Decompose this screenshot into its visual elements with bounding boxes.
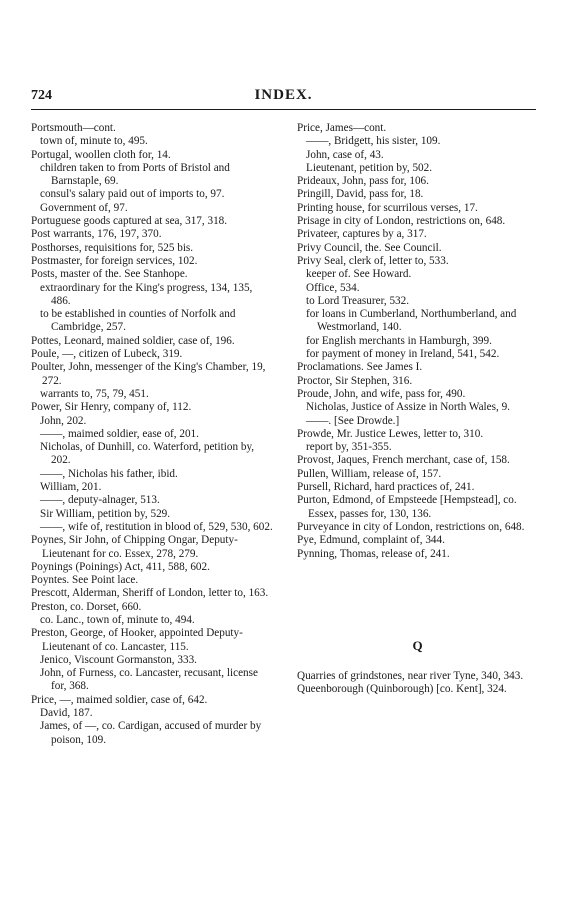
index-entry: Proude, John, and wife, pass for, 490.: [297, 387, 466, 400]
index-entry: Price, —, maimed soldier, case of, 642.: [31, 693, 208, 706]
index-entry: Preston, George, of Hooker, appointed Deputy-Lieutenant of co. Lancaster, 115.: [31, 627, 243, 653]
index-entry: Portugal, woollen cloth for, 14.: [31, 148, 171, 161]
index-entry: Poynes, Sir John, of Chipping Ongar, Deputy-Lieutenant for co. Essex, 278, 279.: [31, 534, 238, 560]
index-subentry: report by, 351-355.: [306, 441, 392, 454]
index-entry: Poynings (Poinings) Act, 411, 588, 602.: [31, 560, 210, 573]
index-entry: Purton, Edmond, of Empsteede [Hempstead], co. Essex, passes for, 130, 136.: [297, 494, 517, 520]
right-column-entries: [297, 122, 538, 561]
index-entry: Price, James—cont.: [297, 122, 387, 134]
index-entry: Poulter, John, messenger of the King's Chamber, 19, 272.: [31, 361, 266, 387]
index-subentry: ——, wife of, restitution in blood of, 529, 530, 602.: [40, 520, 273, 533]
index-entry: Poule, —, citizen of Lubeck, 319.: [31, 348, 183, 361]
index-entry: Prowde, Mr. Justice Lewes, letter to, 310.: [297, 427, 484, 440]
index-entry: Proctor, Sir Stephen, 316.: [297, 374, 413, 387]
index-subentry: John, of Furness, co. Lancaster, recusant, license for, 368.: [40, 667, 258, 693]
page-title: INDEX.: [254, 87, 313, 103]
index-entry: Poyntes. See Point lace.: [31, 574, 139, 587]
index-entry: Quarries of grindstones, near river Tyne, 340, 343.: [297, 670, 524, 683]
index-subentry: Office, 534.: [306, 281, 360, 294]
index-subentry: James, of —, co. Cardigan, accused of murder by poison, 109.: [40, 720, 262, 746]
index-entry: Queenborough (Quinborough) [co. Kent], 324.: [297, 683, 507, 696]
index-subentry: William, 201.: [40, 481, 102, 494]
index-subentry: co. Lanc., town of, minute to, 494.: [40, 613, 195, 626]
index-subentry: ——, maimed soldier, ease of, 201.: [40, 427, 199, 440]
index-subentry: extraordinary for the King's progress, 134, 135, 486.: [40, 281, 253, 307]
index-entry: Posthorses, requisitions for, 525 bis.: [31, 241, 194, 254]
index-entry: Power, Sir Henry, company of, 112.: [31, 401, 192, 414]
index-subentry: Government of, 97.: [40, 201, 128, 214]
index-entry: Pottes, Leonard, mained soldier, case of, 196.: [31, 334, 235, 347]
index-subentry: for English merchants in Hamburgh, 399.: [306, 334, 492, 347]
section-spacer: [297, 561, 538, 639]
section-q-entries: [297, 670, 538, 697]
index-subentry: ——. [See Drowde.]: [306, 414, 400, 427]
page-number: 724: [31, 88, 52, 103]
section-letter-q: Q: [412, 637, 423, 653]
index-subentry: for payment of money in Ireland, 541, 542.: [306, 348, 500, 361]
index-entry: Pullen, William, release of, 157.: [297, 467, 442, 480]
index-subentry: Jenico, Viscount Gormanston, 333.: [40, 653, 197, 666]
index-entry: Preston, co. Dorset, 660.: [31, 600, 142, 613]
index-entry: Purveyance in city of London, restrictions on, 648.: [297, 520, 525, 533]
index-subentry: Nicholas, Justice of Assize in North Wales, 9.: [306, 401, 510, 414]
index-entry: Pynning, Thomas, release of, 241.: [297, 547, 450, 560]
right-column: [297, 122, 538, 697]
index-entry: Prisage in city of London, restrictions on, 648.: [297, 215, 506, 228]
index-subentry: to Lord Treasurer, 532.: [306, 294, 410, 307]
index-subentry: to be established in counties of Norfolk and Cambridge, 257.: [40, 308, 236, 334]
index-subentry: John, case of, 43.: [306, 148, 384, 161]
index-subentry: Nicholas, of Dunhill, co. Waterford, petition by, 202.: [40, 441, 255, 467]
left-column: [31, 122, 274, 747]
index-entry: Post warrants, 176, 197, 370.: [31, 228, 162, 241]
index-subentry: ——, Bridgett, his sister, 109.: [306, 135, 441, 148]
index-subentry: children taken to from Ports of Bristol and Barnstaple, 69.: [40, 161, 230, 188]
index-subentry: consul's salary paid out of imports to, 97.: [40, 188, 225, 201]
index-entry: Privy Council, the. See Council.: [297, 241, 442, 254]
index-entry: Posts, master of the. See Stanhope.: [31, 268, 188, 281]
index-subentry: ——, deputy-alnager, 513.: [40, 494, 160, 507]
index-subentry: town of, minute to, 495.: [40, 135, 148, 148]
index-entry: Printing house, for scurrilous verses, 17.: [297, 201, 478, 214]
index-entry: Pringill, David, pass for, 18.: [297, 188, 424, 201]
index-subentry: John, 202.: [40, 414, 87, 427]
index-subentry: David, 187.: [40, 707, 93, 720]
index-entry: Pye, Edmund, complaint of, 344.: [297, 534, 445, 547]
index-subentry: Sir William, petition by, 529.: [40, 507, 171, 520]
index-entry: Portuguese goods captured at sea, 317, 318.: [31, 215, 228, 228]
header-rule: [31, 109, 536, 110]
index-entry: Privateer, captures by a, 317.: [297, 228, 427, 241]
index-entry: Postmaster, for foreign services, 102.: [31, 254, 198, 267]
index-entry: Prescott, Alderman, Sheriff of London, letter to, 163.: [31, 587, 269, 600]
index-subentry: for loans in Cumberland, Northumberland, and Westmorland, 140.: [306, 308, 517, 334]
index-subentry: ——, Nicholas his father, ibid.: [40, 467, 178, 480]
index-entry: Prideaux, John, pass for, 106.: [297, 175, 429, 188]
index-entry: Proclamations. See James I.: [297, 361, 423, 374]
index-entry: Provost, Jaques, French merchant, case of, 158.: [297, 454, 510, 467]
section-letter-gap: [297, 652, 538, 670]
index-subentry: Lieutenant, petition by, 502.: [306, 161, 433, 174]
index-entry: Pursell, Richard, hard practices of, 241.: [297, 481, 475, 494]
index-subentry: warrants to, 75, 79, 451.: [40, 387, 149, 400]
index-entry: Portsmouth—cont.: [31, 122, 116, 134]
index-entry: Privy Seal, clerk of, letter to, 533.: [297, 254, 449, 267]
index-subentry: keeper of. See Howard.: [306, 268, 412, 281]
